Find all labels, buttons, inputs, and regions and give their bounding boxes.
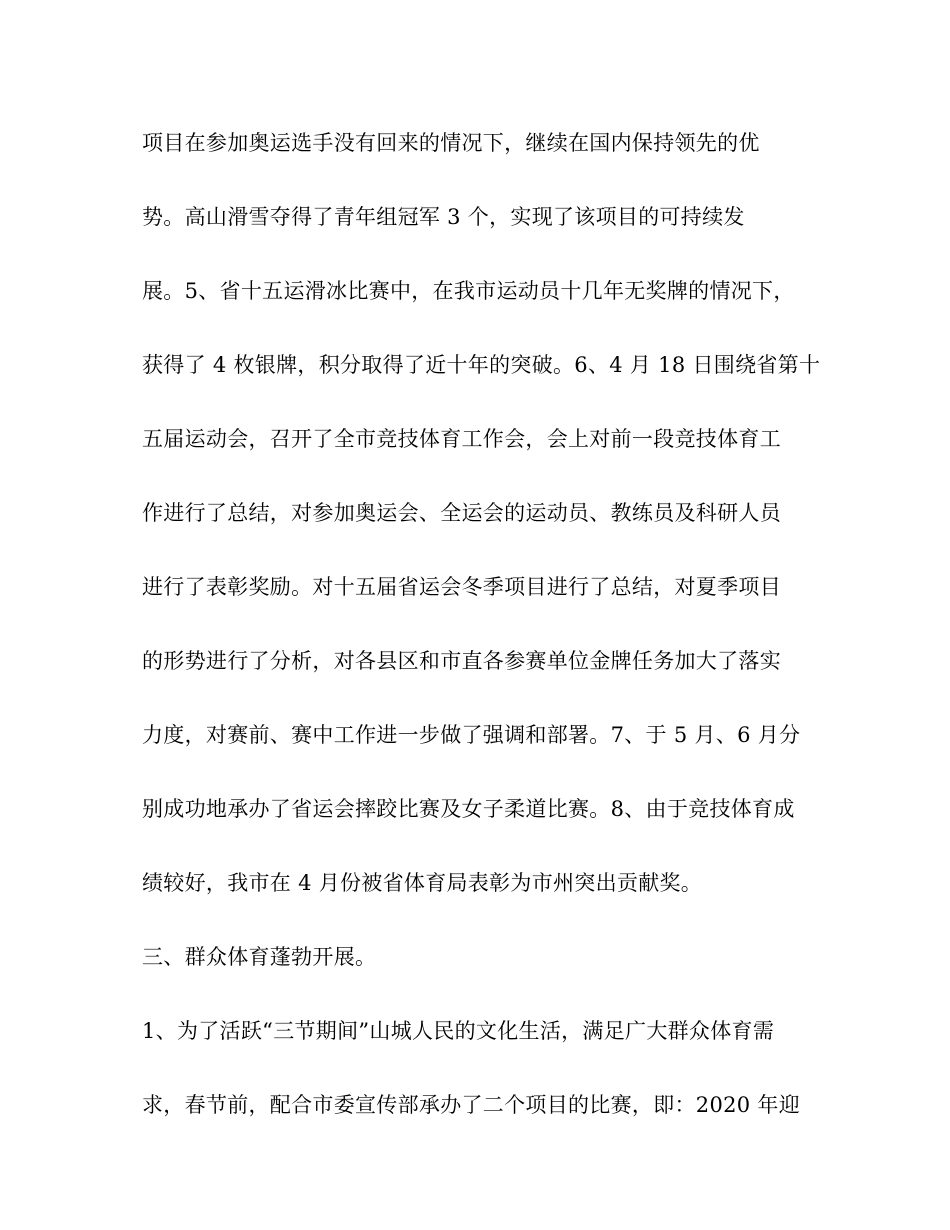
- text-line: 势。高山滑雪夺得了青年组冠军 3 个，实现了该项目的可持续发: [142, 205, 745, 229]
- text-line: 1、为了活跃“三节期间”山城人民的文化生活，满足广大群众体育需: [142, 1019, 775, 1043]
- text-line: 力度，对赛前、赛中工作进一步做了强调和部署。7、于 5 月、6 月分: [142, 723, 801, 747]
- text-line: 项目在参加奥运选手没有回来的情况下，继续在国内保持领先的优: [142, 131, 760, 155]
- text-line: 绩较好，我市在 4 月份被省体育局表彰为市州突出贡献奖。: [142, 871, 703, 895]
- text-line: 求，春节前，配合市委宣传部承办了二个项目的比赛，即：2020 年迎: [142, 1093, 801, 1117]
- text-line: 获得了 4 枚银牌，积分取得了近十年的突破。6、4 月 18 日围绕省第十: [142, 353, 821, 377]
- text-line: 进行了表彰奖励。对十五届省运会冬季项目进行了总结，对夏季项目: [142, 575, 781, 599]
- text-line: 别成功地承办了省运会摔跤比赛及女子柔道比赛。8、由于竞技体育成: [142, 797, 795, 821]
- section-heading: 三、群众体育蓬勃开展。: [142, 945, 377, 969]
- text-line: 作进行了总结，对参加奥运会、全运会的运动员、教练员及科研人员: [142, 501, 781, 525]
- text-line: 展。5、省十五运滑冰比赛中，在我市运动员十几年无奖牌的情况下，: [142, 279, 795, 303]
- text-line: 的形势进行了分析，对各县区和市直各参赛单位金牌任务加大了落实: [142, 649, 781, 673]
- text-line: 五届运动会，召开了全市竞技体育工作会，会上对前一段竞技体育工: [142, 427, 781, 451]
